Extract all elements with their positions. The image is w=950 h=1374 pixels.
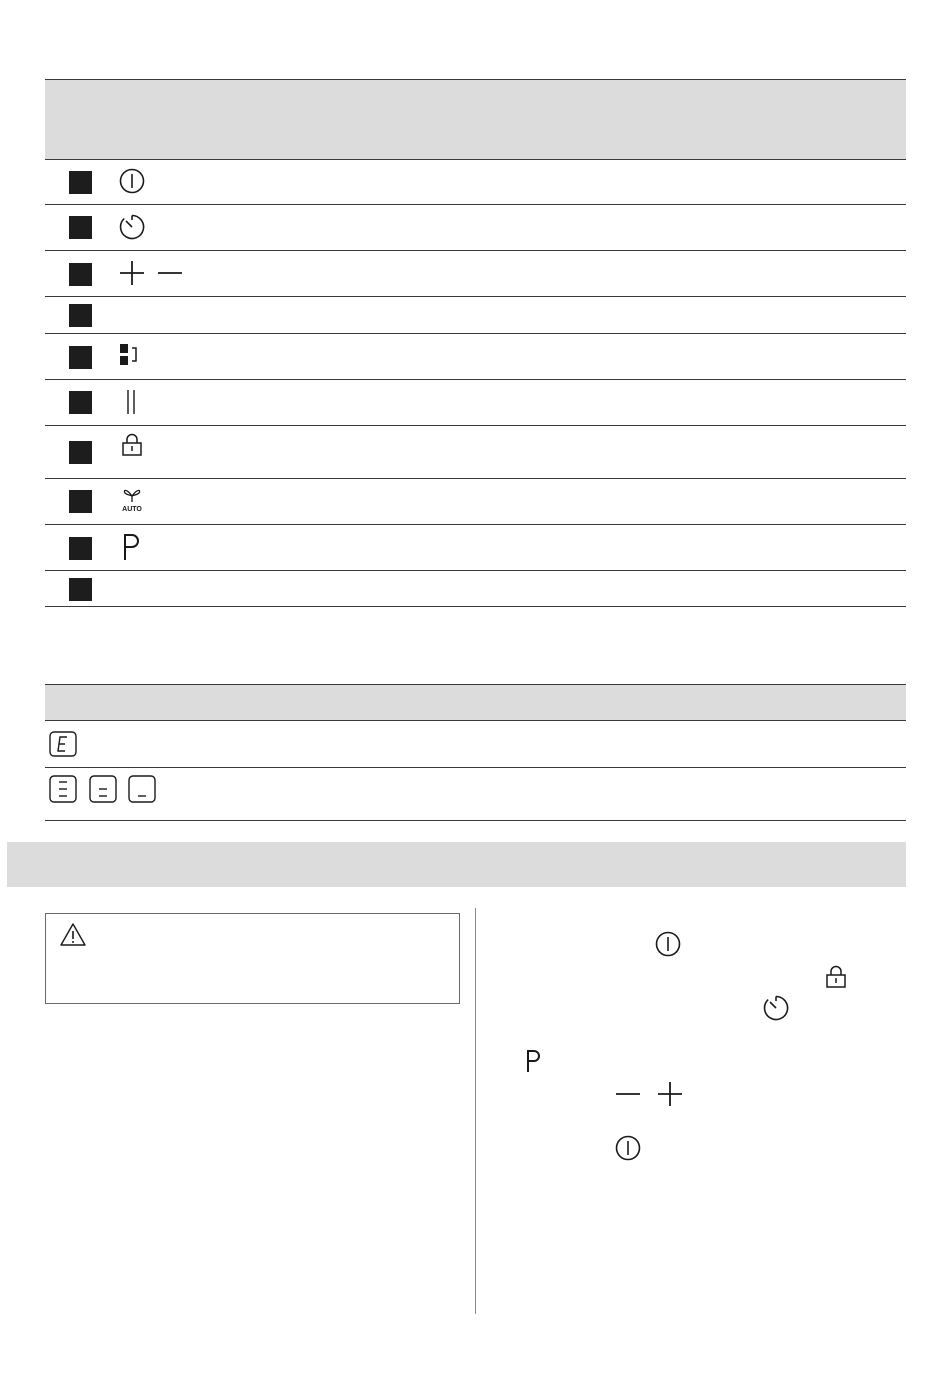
section-heading-bar <box>7 842 906 887</box>
row-divider <box>45 250 906 251</box>
lock-icon <box>121 433 143 457</box>
table-1-top-rule <box>45 79 906 80</box>
bridge-zone-icon <box>119 343 141 367</box>
row-divider <box>45 524 906 525</box>
lock-icon <box>825 965 847 989</box>
row-marker-square <box>69 346 92 369</box>
warning-box <box>45 913 460 1004</box>
heat-high-icon <box>49 775 77 803</box>
heat-mid-icon <box>89 775 117 803</box>
minus-icon <box>615 1081 641 1107</box>
table-1-header <box>45 80 906 159</box>
p-icon <box>122 533 140 561</box>
fan-auto-icon <box>120 486 144 514</box>
table-1-bottom-rule <box>45 606 906 607</box>
p-icon <box>525 1049 541 1073</box>
power-icon <box>615 1135 641 1161</box>
warning-triangle-icon <box>59 922 87 948</box>
row-marker-square <box>69 263 92 286</box>
plus-icon <box>657 1081 683 1107</box>
row-marker-square <box>69 441 92 464</box>
pause-icon <box>124 389 138 415</box>
minus-icon <box>157 260 183 286</box>
timer-icon <box>119 214 145 240</box>
row-divider <box>45 379 906 380</box>
row-marker-square <box>69 537 92 560</box>
timer-icon <box>763 995 789 1021</box>
row-divider <box>45 425 906 426</box>
row-divider <box>45 333 906 334</box>
heat-low-icon <box>128 775 156 803</box>
row-divider <box>45 767 906 768</box>
row-divider <box>45 478 906 479</box>
row-marker-square <box>69 304 92 327</box>
row-marker-square <box>69 216 92 239</box>
column-divider <box>475 908 476 1314</box>
e-display-icon <box>49 731 77 757</box>
row-divider <box>45 296 906 297</box>
row-marker-square <box>69 391 92 414</box>
fan-auto-caption: AUTO <box>122 506 142 513</box>
row-marker-square <box>69 490 92 513</box>
power-icon <box>655 931 681 957</box>
row-divider <box>45 204 906 205</box>
table-2-bottom-rule <box>45 820 906 821</box>
row-marker-square <box>69 578 92 601</box>
row-marker-square <box>69 171 92 194</box>
plus-icon <box>119 260 145 286</box>
table-2-top-rule <box>45 684 906 685</box>
table-2-header-rule <box>45 720 906 721</box>
table-1-header-rule <box>45 159 906 160</box>
power-icon <box>119 168 145 194</box>
table-2-header <box>45 685 906 720</box>
row-divider <box>45 570 906 571</box>
